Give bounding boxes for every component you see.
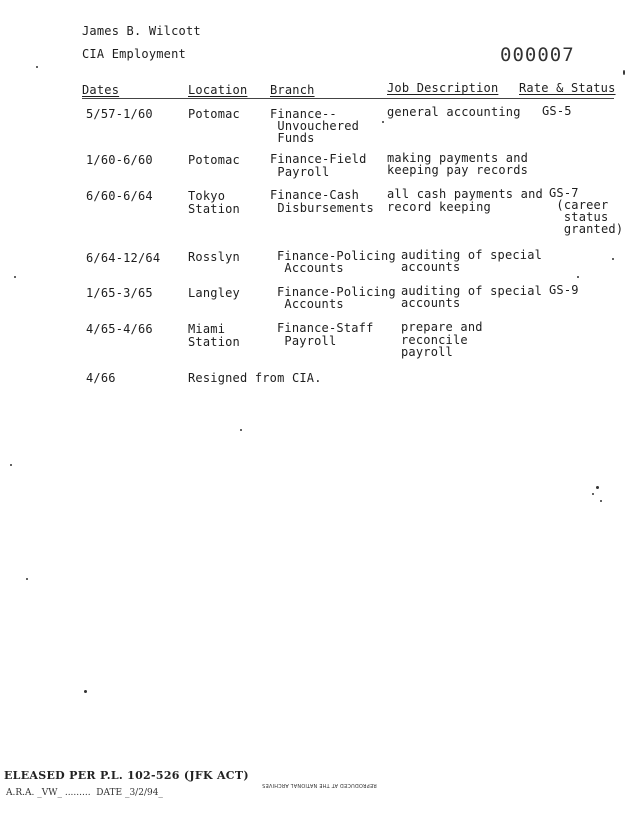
- row-location: Tokyo: [188, 189, 226, 203]
- row-branch: Payroll: [270, 165, 330, 179]
- row-job-description: general accounting: [387, 105, 521, 119]
- row-rate-status: (career: [549, 198, 609, 212]
- row-job-description: accounts: [401, 296, 461, 310]
- row-dates: 6/60-6/64: [86, 189, 153, 203]
- release-authority: A.R.A. _VW_ ......... DATE _3/2/94_: [6, 788, 163, 798]
- row-job-description: payroll: [401, 345, 453, 359]
- row-dates: 6/64-12/64: [86, 251, 161, 265]
- column-header-rate-status: Rate & Status: [519, 81, 616, 95]
- row-job-description: reconcile: [401, 333, 468, 347]
- row-location: Langley: [188, 286, 240, 300]
- scan-speck: [84, 690, 87, 693]
- row-branch: Finance-Policing: [277, 285, 396, 299]
- document-number: 000007: [500, 44, 575, 66]
- column-header-branch: Branch: [270, 83, 315, 97]
- scan-speck: [240, 429, 242, 431]
- row-dates: 4/66: [86, 371, 116, 385]
- scan-speck: [623, 70, 625, 75]
- row-dates: 4/65-4/66: [86, 322, 153, 336]
- resignation-note: Resigned from CIA.: [188, 371, 322, 385]
- row-branch: Finance-Staff: [277, 321, 374, 335]
- release-stamp: ELEASED PER P.L. 102-526 (JFK ACT): [4, 769, 249, 782]
- row-job-description: prepare and: [401, 320, 483, 334]
- row-dates: 1/65-3/65: [86, 286, 153, 300]
- column-header-job-description: Job Description: [387, 81, 499, 95]
- scan-speck: [596, 486, 599, 489]
- row-dates: 1/60-6/60: [86, 153, 153, 167]
- scan-speck: [26, 578, 28, 580]
- row-rate-status: granted): [549, 222, 624, 236]
- scan-speck: [14, 276, 16, 278]
- row-job-description: all cash payments and: [387, 187, 543, 201]
- row-dates: 5/57-1/60: [86, 107, 153, 121]
- row-location: Station: [188, 335, 240, 349]
- row-job-description: auditing of special: [401, 284, 543, 298]
- scan-speck: [577, 276, 579, 278]
- scan-speck: [600, 500, 602, 502]
- row-location: Station: [188, 202, 240, 216]
- row-branch: Unvouchered: [270, 119, 360, 133]
- scan-speck: [36, 66, 38, 68]
- row-branch: Finance-Field: [270, 152, 367, 166]
- row-branch: Finance-Policing: [277, 249, 396, 263]
- column-header-location: Location: [188, 83, 248, 97]
- header-rule: [82, 98, 614, 99]
- row-location: Potomac: [188, 153, 240, 167]
- row-branch: Finance-Cash: [270, 188, 360, 202]
- row-location: Rosslyn: [188, 250, 240, 264]
- row-rate-status: GS-7: [549, 186, 579, 200]
- row-job-description: making payments and: [387, 151, 529, 165]
- scan-speck: [592, 493, 594, 495]
- row-branch: Disbursements: [270, 201, 374, 215]
- row-location: Potomac: [188, 107, 240, 121]
- row-branch: Payroll: [277, 334, 337, 348]
- row-job-description: keeping pay records: [387, 163, 529, 177]
- row-job-description: accounts: [401, 260, 461, 274]
- archives-stamp: REPRODUCED AT THE NATIONAL ARCHIVES: [262, 782, 377, 788]
- row-location: Miami: [188, 322, 226, 336]
- scan-speck: [612, 258, 614, 260]
- row-branch: Funds: [270, 131, 315, 145]
- row-rate-status: GS-5: [542, 104, 572, 118]
- column-header-dates: Dates: [82, 83, 120, 97]
- document-subject: CIA Employment: [82, 47, 186, 61]
- row-rate-status: GS-9: [549, 283, 579, 297]
- employee-name: James B. Wilcott: [82, 24, 201, 38]
- row-branch: Accounts: [277, 297, 344, 311]
- scan-speck: [382, 121, 384, 123]
- row-rate-status: status: [549, 210, 609, 224]
- row-job-description: record keeping: [387, 200, 491, 214]
- row-branch: Finance--: [270, 107, 337, 121]
- row-job-description: auditing of special: [401, 248, 543, 262]
- scan-speck: [10, 464, 12, 466]
- row-branch: Accounts: [277, 261, 344, 275]
